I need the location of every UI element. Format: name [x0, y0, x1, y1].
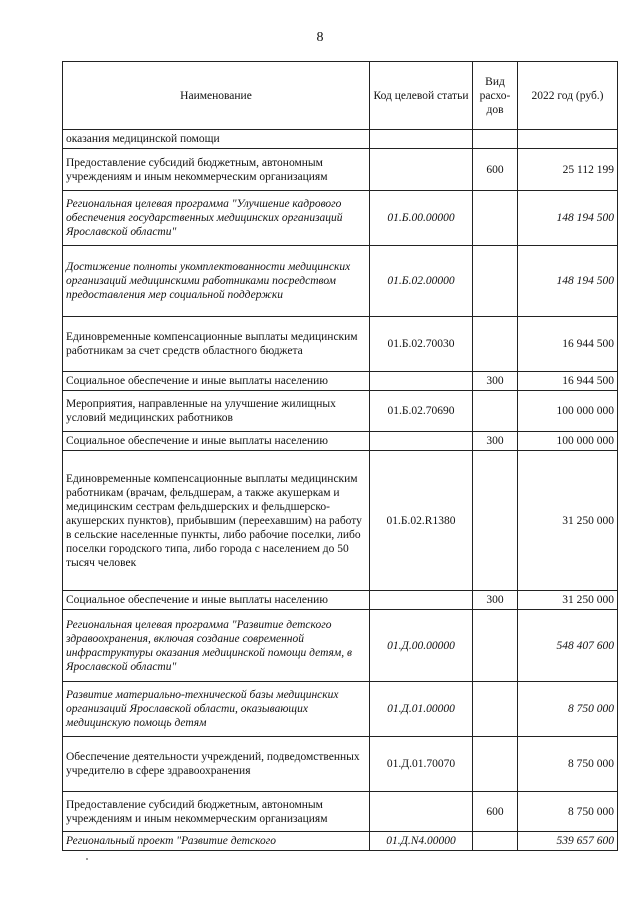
row-amount: 8 750 000	[518, 792, 618, 832]
row-name: Региональная целевая программа "Развитие детского здравоохранения, включая создание современной инфраструктуры оказания медицинской помощи детям, в Ярославской области"	[63, 610, 370, 682]
row-type: 600	[473, 149, 518, 191]
row-name: Единовременные компенсационные выплаты медицинским работникам (врачам, фельдшерам, а также акушеркам и медицинским сестрам фельдшерских и фельдшерско-акушерских пунктов), прибывшим (переехавшим) на работу в сельские населенные пункты, либо рабочие поселки, либо поселки городского типа, либо города с населением до 50 тысяч человек	[63, 451, 370, 591]
row-code: 01.Б.02.00000	[370, 246, 473, 317]
row-amount: 31 250 000	[518, 591, 618, 610]
row-amount: 25 112 199	[518, 149, 618, 191]
row-name: Социальное обеспечение и иные выплаты населению	[63, 432, 370, 451]
header-name: Наименование	[63, 62, 370, 130]
row-name: оказания медицинской помощи	[63, 130, 370, 149]
row-name: Мероприятия, направленные на улучшение жилищных условий медицинских работников	[63, 391, 370, 432]
row-type: 600	[473, 792, 518, 832]
row-amount	[518, 130, 618, 149]
row-name: Единовременные компенсационные выплаты медицинским работникам за счет средств областного бюджета	[63, 317, 370, 372]
row-amount: 539 657 600	[518, 832, 618, 851]
table-row	[63, 832, 618, 851]
row-name: Обеспечение деятельности учреждений, подведомственных учредителю в сфере здравоохранения	[63, 737, 370, 792]
row-type	[473, 832, 518, 851]
row-type: 300	[473, 372, 518, 391]
table-row	[63, 451, 618, 591]
row-code: 01.Д.00.00000	[370, 610, 473, 682]
row-name: Предоставление субсидий бюджетным, автономным учреждениям и иным некоммерческим организациям	[63, 792, 370, 832]
table-row	[63, 130, 618, 149]
row-amount: 100 000 000	[518, 432, 618, 451]
row-type	[473, 451, 518, 591]
row-amount: 16 944 500	[518, 372, 618, 391]
row-code	[370, 591, 473, 610]
header-type: Вид расхо- дов	[473, 62, 518, 130]
row-name: Предоставление субсидий бюджетным, автономным учреждениям и иным некоммерческим организациям	[63, 149, 370, 191]
row-type: 300	[473, 432, 518, 451]
row-code	[370, 372, 473, 391]
row-amount: 548 407 600	[518, 610, 618, 682]
header-amount: 2022 год (руб.)	[518, 62, 618, 130]
row-type	[473, 610, 518, 682]
row-type	[473, 317, 518, 372]
table-row	[63, 792, 618, 832]
table-row	[63, 317, 618, 372]
row-amount: 16 944 500	[518, 317, 618, 372]
row-amount: 148 194 500	[518, 246, 618, 317]
table-row	[63, 682, 618, 737]
table-row	[63, 391, 618, 432]
row-code: 01.Б.02.70690	[370, 391, 473, 432]
budget-table	[62, 61, 618, 851]
table-row	[63, 432, 618, 451]
row-type: 300	[473, 591, 518, 610]
row-type	[473, 246, 518, 317]
row-type	[473, 130, 518, 149]
row-code	[370, 432, 473, 451]
table-row	[63, 737, 618, 792]
row-code	[370, 792, 473, 832]
table-row	[63, 191, 618, 246]
row-code: 01.Б.02.R1380	[370, 451, 473, 591]
row-type	[473, 682, 518, 737]
row-code: 01.Б.02.70030	[370, 317, 473, 372]
row-code	[370, 149, 473, 191]
row-name: Социальное обеспечение и иные выплаты населению	[63, 372, 370, 391]
row-code: 01.Б.00.00000	[370, 191, 473, 246]
row-amount: 8 750 000	[518, 737, 618, 792]
row-type	[473, 191, 518, 246]
header-code: Код целевой статьи	[370, 62, 473, 130]
scan-artifact	[86, 858, 88, 860]
table-row	[63, 149, 618, 191]
row-name: Достижение полноты укомплектованности медицинских организаций медицинскими работниками посредством предоставления мер социальной поддержки	[63, 246, 370, 317]
table-row	[63, 591, 618, 610]
row-name: Региональная целевая программа "Улучшение кадрового обеспечения государственных медицинских организаций Ярославской области"	[63, 191, 370, 246]
row-code	[370, 130, 473, 149]
header-row	[63, 62, 618, 130]
row-amount: 31 250 000	[518, 451, 618, 591]
page-number: 8	[316, 30, 324, 45]
row-code: 01.Д.01.70070	[370, 737, 473, 792]
row-name: Региональный проект "Развитие детского	[63, 832, 370, 851]
table-row	[63, 246, 618, 317]
row-amount: 8 750 000	[518, 682, 618, 737]
table-row	[63, 610, 618, 682]
row-type	[473, 391, 518, 432]
row-amount: 100 000 000	[518, 391, 618, 432]
row-code: 01.Д.01.00000	[370, 682, 473, 737]
table-row	[63, 372, 618, 391]
row-code: 01.Д.N4.00000	[370, 832, 473, 851]
row-type	[473, 737, 518, 792]
row-name: Развитие материально-технической базы медицинских организаций Ярославской области, оказывающих медицинскую помощь детям	[63, 682, 370, 737]
row-amount: 148 194 500	[518, 191, 618, 246]
row-name: Социальное обеспечение и иные выплаты населению	[63, 591, 370, 610]
